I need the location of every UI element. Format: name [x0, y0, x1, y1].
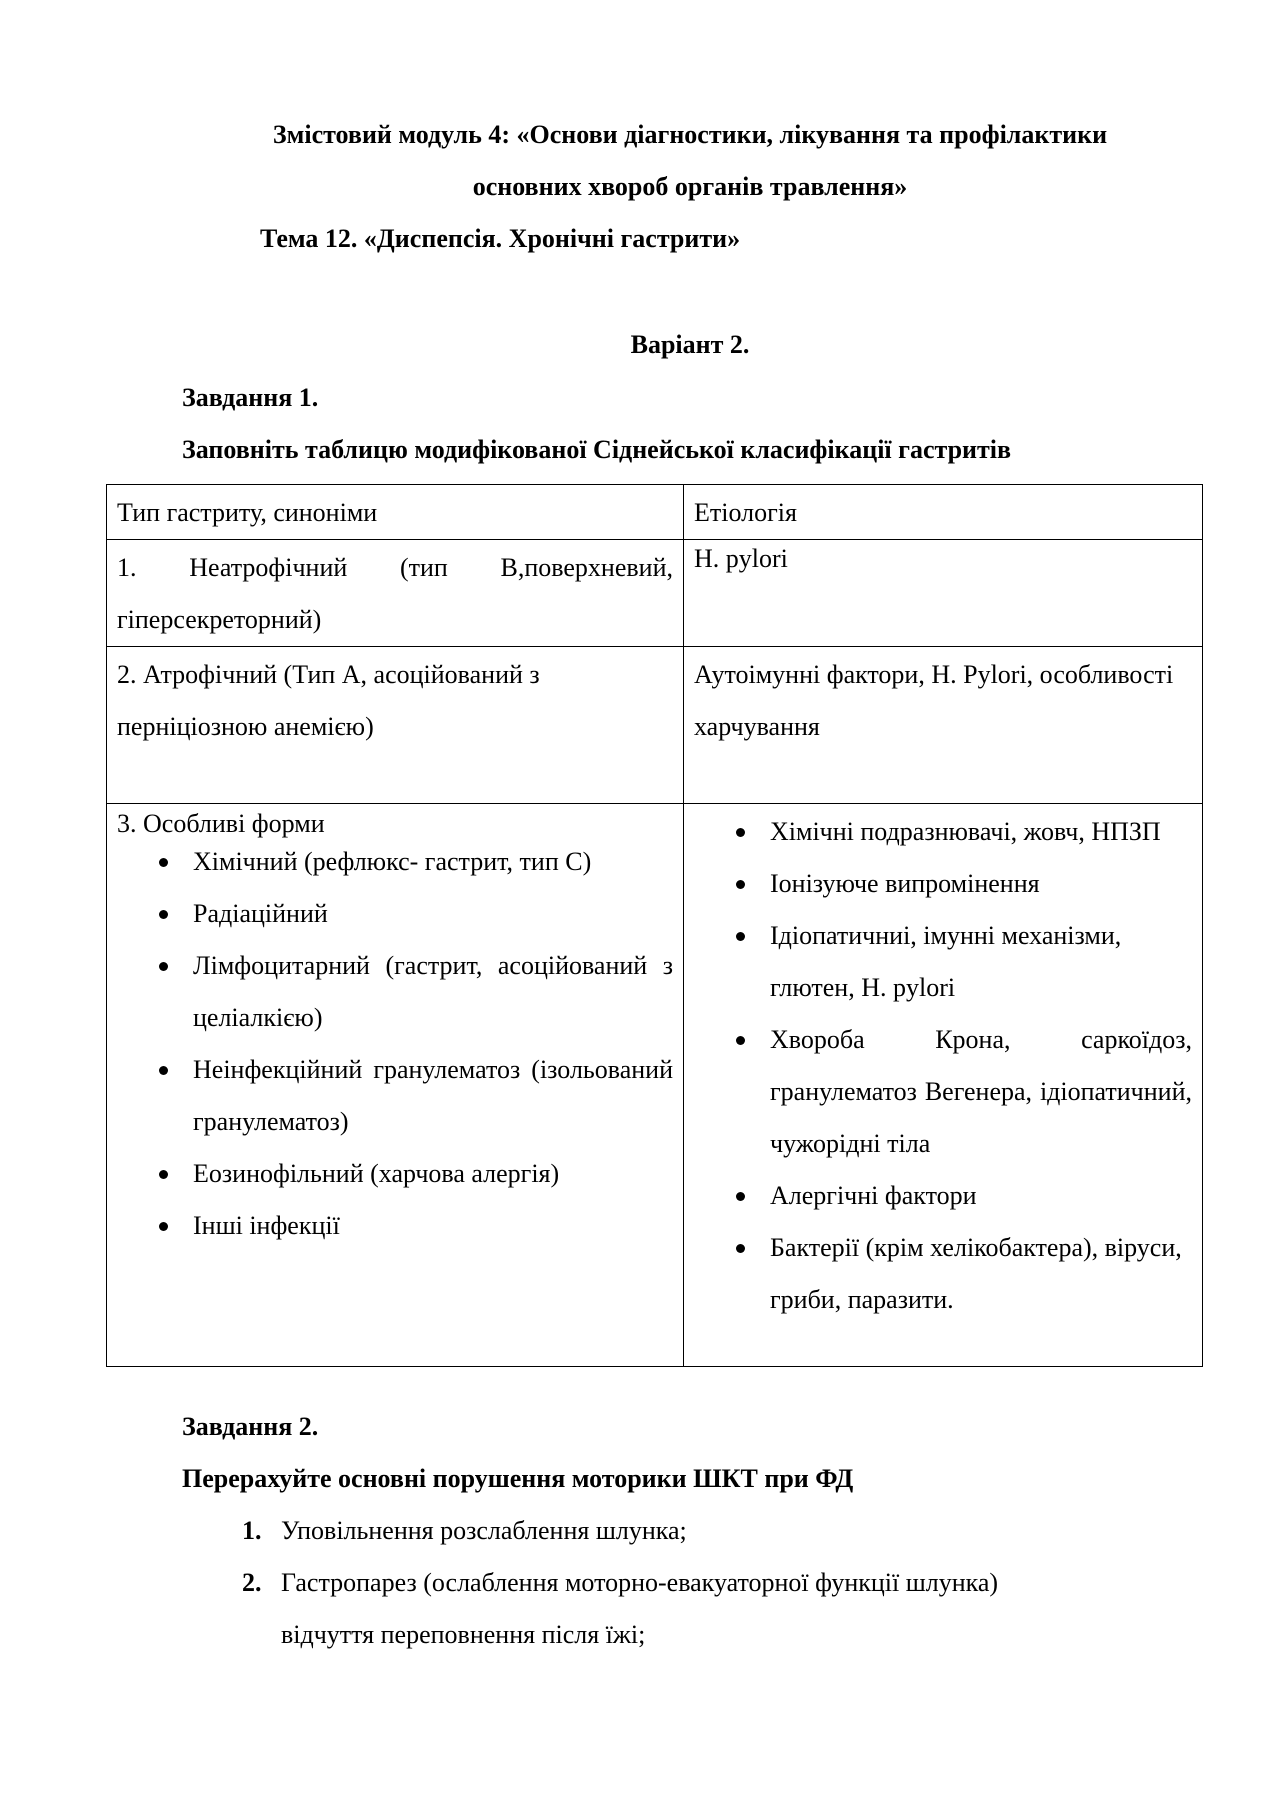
- list-item: [117, 836, 673, 888]
- bullet-icon: [159, 910, 168, 919]
- header-cell-etiology: Етіологія: [684, 485, 1203, 540]
- list-item: [117, 1044, 673, 1148]
- gastritis-classification-table: [106, 484, 1203, 1367]
- bullet-icon: [159, 1170, 168, 1179]
- module-heading-line2: основних хвороб органів травлення»: [472, 172, 908, 201]
- cell-etiology: [684, 647, 1203, 804]
- list-item: [694, 1014, 1192, 1170]
- task2-instruction: Перерахуйте основні порушення моторики ШКТ при ФД: [182, 1464, 854, 1493]
- list-item-text: Неінфекційний гранулематоз (ізольований гранулематоз): [193, 1055, 673, 1136]
- list-item-text: Інші інфекції: [193, 1211, 340, 1240]
- special-forms-list: [117, 836, 673, 1252]
- list-item-text: Гастропарез (ослаблення моторно-евакуаторної функції шлунка): [281, 1568, 999, 1597]
- list-item-text: Уповільнення розслаблення шлунка;: [281, 1516, 687, 1545]
- list-item-text: Іонізуюче випромінення: [770, 869, 1040, 898]
- list-item: [117, 888, 673, 940]
- list-item-number: 2.: [242, 1568, 262, 1597]
- list-item-text: Радіаційний: [193, 899, 328, 928]
- list-item: [694, 1222, 1192, 1326]
- bullet-icon: [159, 962, 168, 971]
- list-item: [117, 1200, 673, 1252]
- bullet-icon: [736, 880, 745, 889]
- bullet-icon: [736, 1244, 745, 1253]
- table-row: [107, 540, 1203, 647]
- cell-type-text: 2. Атрофічний (Тип А, асоційований з перніціозною анемією): [117, 660, 540, 741]
- bullet-icon: [159, 1066, 168, 1075]
- bullet-icon: [159, 858, 168, 867]
- list-item-text: Бактерії (крім хелікобактера), віруси, гриби, паразити.: [770, 1233, 1182, 1314]
- header-cell-type: Тип гастриту, синоніми: [107, 485, 684, 540]
- list-item-text: Хвороба Крона, саркоїдоз, гранулематоз Вегенера, ідіопатичний, чужорідні тіла: [770, 1025, 1192, 1158]
- bullet-icon: [736, 932, 745, 941]
- cell-type-text: 1. Неатрофічний (тип B,поверхневий, гіперсекреторний): [117, 553, 673, 634]
- table-header-row: [107, 485, 1203, 540]
- list-item-text: Алергічні фактори: [770, 1181, 977, 1210]
- list-item-text: Хімічний (рефлюкс- гастрит, тип С): [193, 847, 592, 876]
- task1-instruction: Заповніть таблицю модифікованої Сіднейської класифікації гастритів: [182, 435, 1012, 464]
- list-item-text: Еозинофільний (харчова алергія): [193, 1159, 560, 1188]
- list-item-text-continuation: відчуття переповнення після їжі;: [281, 1620, 646, 1649]
- list-item: [694, 806, 1192, 858]
- bullet-icon: [736, 1192, 745, 1201]
- list-item-number: 1.: [242, 1516, 262, 1545]
- list-item: [117, 1148, 673, 1200]
- table-row: [107, 804, 1203, 1367]
- list-item: [117, 940, 673, 1044]
- table-row: [107, 647, 1203, 804]
- list-item: [694, 1170, 1192, 1222]
- bullet-icon: [736, 1036, 745, 1045]
- variant-heading: Варіант 2.: [630, 330, 750, 359]
- cell-type: [107, 540, 684, 647]
- cell-etiology: [684, 804, 1203, 1367]
- special-forms-title: 3. Особливі форми: [117, 809, 325, 838]
- list-item-text: Хімічні подразнювачі, жовч, НПЗП: [770, 817, 1161, 846]
- cell-type: [107, 647, 684, 804]
- list-item: [694, 858, 1192, 910]
- task1-title: Завдання 1.: [182, 383, 319, 412]
- task2-title: Завдання 2.: [182, 1412, 319, 1441]
- topic-heading: Тема 12. «Диспепсія. Хронічні гастрити»: [260, 224, 741, 253]
- cell-type: [107, 804, 684, 1367]
- list-item-text: Ідіопатичниі, імунні механізми, глютен, H. pylori: [770, 921, 1122, 1002]
- cell-etiology-text: Аутоімунні фактори, H. Pylori, особливості харчування: [694, 660, 1174, 741]
- bullet-icon: [736, 828, 745, 837]
- bullet-icon: [159, 1222, 168, 1231]
- etiology-list: [694, 806, 1192, 1326]
- module-heading-line1: Змістовий модуль 4: «Основи діагностики, лікування та профілактики: [272, 120, 1108, 149]
- list-item-text: Лімфоцитарний (гастрит, асоційований з целіалкією): [193, 951, 673, 1032]
- list-item: [694, 910, 1192, 1014]
- cell-etiology: H. pylori: [684, 540, 1203, 647]
